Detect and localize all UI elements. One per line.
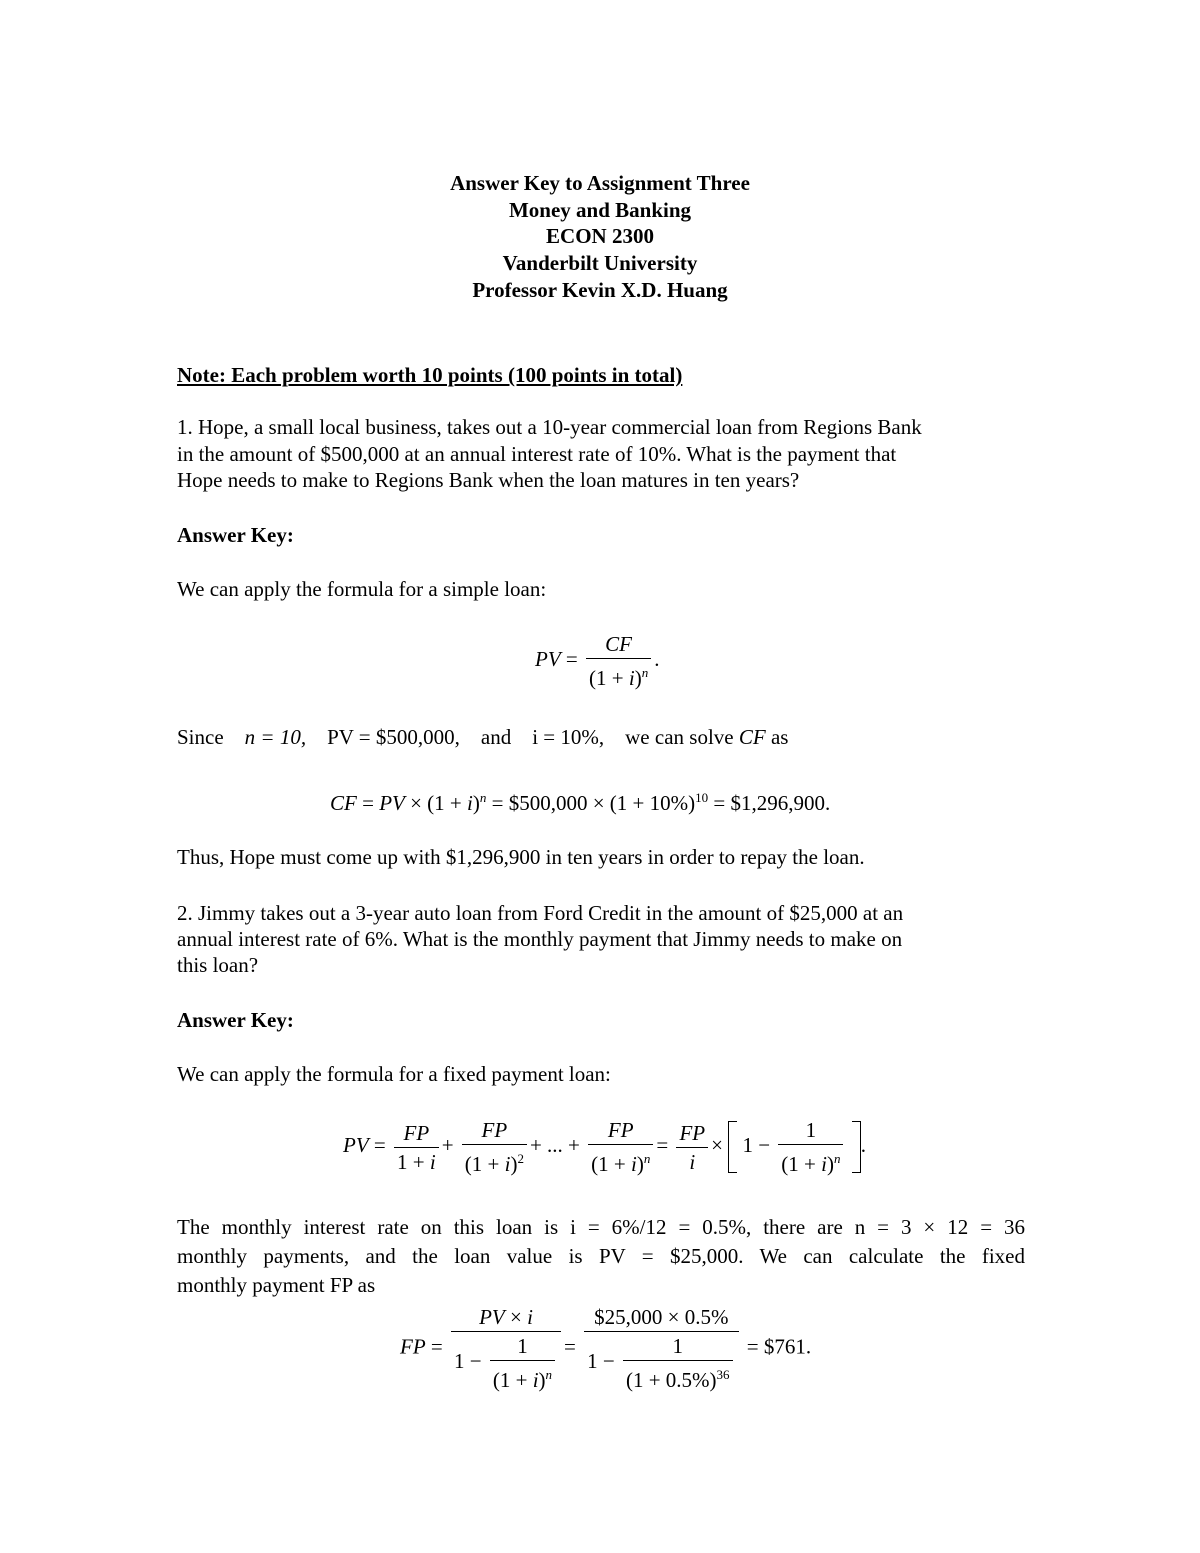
doc-title: Answer Key to Assignment Three: [450, 171, 750, 195]
problem1-intro: We can apply the formula for a simple loan:: [177, 577, 547, 601]
problem2-para-line3: monthly payment FP as: [177, 1273, 376, 1297]
problem1-question-line1: 1. Hope, a small local business, takes out a 10-year commercial loan from Regions Bank: [177, 415, 922, 439]
problem2-question-line1: 2. Jimmy takes out a 3-year auto loan from Ford Credit in the amount of $25,000 at an: [177, 901, 904, 925]
professor: Professor Kevin X.D. Huang: [472, 278, 728, 302]
simple-loan-formula: PV = $\frac{CF}{(1 + i)^n}$ .: [535, 632, 660, 690]
problem1-cf-formula: CF = PV × $(1 + i)^n$ = $500,000 × $(1 + 10\%)^{10}$ = $1,296,900.: [330, 790, 831, 815]
problem1-question-line2: in the amount of $500,000 at an annual interest rate of 10%. What is the payment that: [177, 442, 897, 466]
problem2-para-line1: The monthly interest rate on this loan is i = 6%/12 = 0.5%, there are n = 3 × 12 = 36: [177, 1215, 1025, 1239]
problem1-question-line3: Hope needs to make to Regions Bank when the loan matures in ten years?: [177, 468, 800, 492]
problem2-answer-label: Answer Key:: [177, 1008, 294, 1032]
course-code: ECON 2300: [546, 224, 654, 248]
course-name: Money and Banking: [508, 198, 692, 222]
problem1-conclusion: Thus, Hope must come up with $1,296,900 in ten years in order to repay the loan.: [177, 845, 865, 869]
problem2-question-line3: this loan?: [177, 953, 259, 977]
problem2-question-line2: annual interest rate of 6%. What is the monthly payment that Jimmy needs to make on: [177, 927, 903, 951]
problem1-since-line: Since n = 10, PV = $500,000, and i = 10%, we can solve CF as: [177, 725, 789, 749]
fixed-payment-formula: PV = $\frac{FP}{1 + i}$ + $\frac{FP}{(1 + i)^2}$ + ... + $\frac{FP}{(1 + i)^n}$ = $\frac{FP}{i}$ × 1 − $\frac{1}{(1 + i)^n}$ .: [343, 1118, 866, 1176]
problem2-para-line2: monthly payments, and the loan value is PV = $25,000. We can calculate the fixed: [177, 1244, 1025, 1268]
university: Vanderbilt University: [502, 251, 698, 275]
problem1-answer-label: Answer Key:: [177, 523, 294, 547]
problem2-intro: We can apply the formula for a fixed payment loan:: [177, 1062, 611, 1086]
points-note: Note: Each problem worth 10 points (100 points in total): [177, 363, 683, 387]
fp-calculation: FP = PV × i 1 − $\frac{1}{(1 + i)^n}$ = $25,000 × 0.5% 1 − $\frac{1}{(1 + 0.5\%)^{36}}$ = $761.: [400, 1305, 812, 1392]
